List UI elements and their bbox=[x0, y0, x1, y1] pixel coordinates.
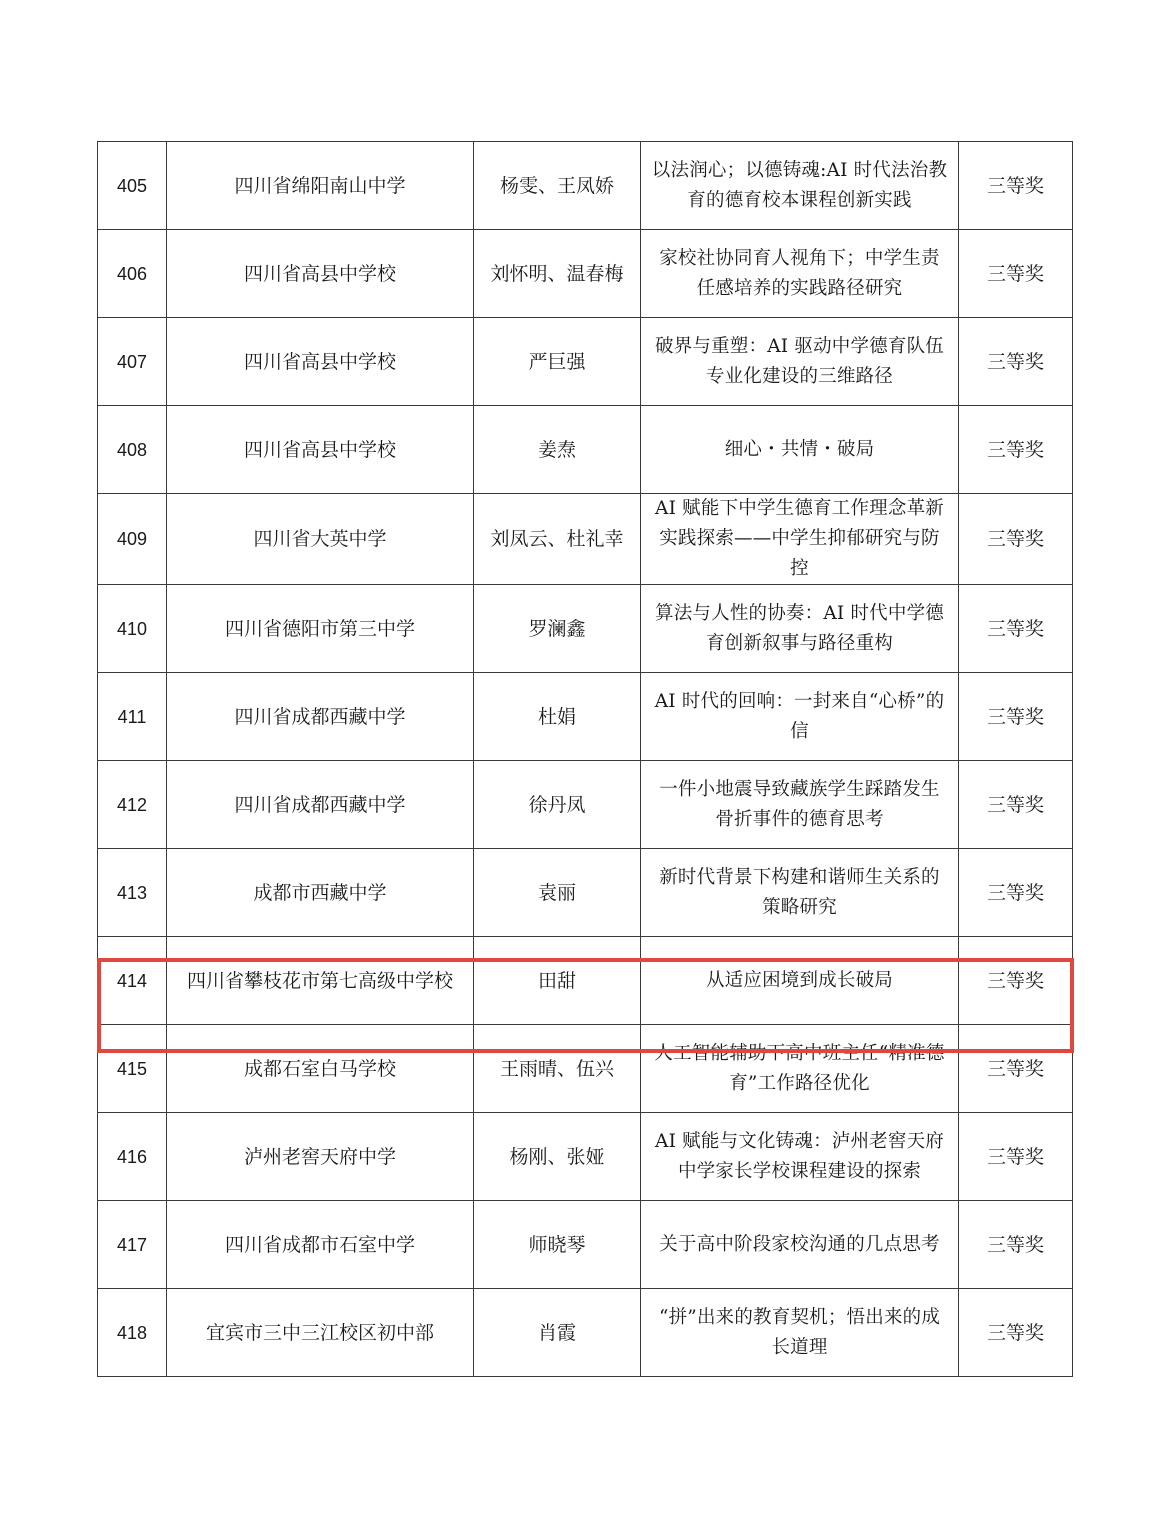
title-cell: 从适应困境到成长破局 bbox=[641, 937, 959, 1025]
title-cell: 细心・共情・破局 bbox=[641, 406, 959, 494]
school-cell: 四川省成都西藏中学 bbox=[167, 761, 474, 849]
authors-cell: 袁丽 bbox=[474, 849, 641, 937]
school-cell: 四川省攀枝花市第七高级中学校 bbox=[167, 937, 474, 1025]
row-number: 409 bbox=[98, 494, 167, 585]
authors-cell: 师晓琴 bbox=[474, 1201, 641, 1289]
authors-cell: 肖霞 bbox=[474, 1289, 641, 1377]
authors-cell: 徐丹凤 bbox=[474, 761, 641, 849]
award-cell: 三等奖 bbox=[959, 1201, 1073, 1289]
authors-cell: 杨刚、张娅 bbox=[474, 1113, 641, 1201]
row-number: 407 bbox=[98, 318, 167, 406]
authors-cell: 罗澜鑫 bbox=[474, 585, 641, 673]
table-row bbox=[98, 1201, 1073, 1289]
school-cell: 四川省成都市石室中学 bbox=[167, 1201, 474, 1289]
row-number: 415 bbox=[98, 1025, 167, 1113]
award-cell: 三等奖 bbox=[959, 318, 1073, 406]
title-cell: 人工智能辅助下高中班主任“精准德育”工作路径优化 bbox=[641, 1025, 959, 1113]
school-cell: 泸州老窖天府中学 bbox=[167, 1113, 474, 1201]
row-number: 410 bbox=[98, 585, 167, 673]
row-number: 417 bbox=[98, 1201, 167, 1289]
school-cell: 四川省成都西藏中学 bbox=[167, 673, 474, 761]
school-cell: 成都石室白马学校 bbox=[167, 1025, 474, 1113]
award-cell: 三等奖 bbox=[959, 406, 1073, 494]
row-number: 408 bbox=[98, 406, 167, 494]
school-cell: 成都市西藏中学 bbox=[167, 849, 474, 937]
authors-cell: 王雨晴、伍兴 bbox=[474, 1025, 641, 1113]
authors-cell: 刘怀明、温春梅 bbox=[474, 230, 641, 318]
row-number: 418 bbox=[98, 1289, 167, 1377]
school-cell: 四川省高县中学校 bbox=[167, 230, 474, 318]
table-row bbox=[98, 761, 1073, 849]
title-cell: 破界与重塑：AI 驱动中学德育队伍专业化建设的三维路径 bbox=[641, 318, 959, 406]
award-table bbox=[97, 141, 1073, 1377]
row-number: 416 bbox=[98, 1113, 167, 1201]
table-row bbox=[98, 494, 1073, 585]
title-cell: AI 时代的回响：一封来自“心桥”的信 bbox=[641, 673, 959, 761]
title-cell: AI 赋能下中学生德育工作理念革新实践探索——中学生抑郁研究与防控 bbox=[641, 494, 959, 585]
title-cell: 以法润心；以德铸魂:AI 时代法治教育的德育校本课程创新实践 bbox=[641, 142, 959, 230]
row-number: 412 bbox=[98, 761, 167, 849]
school-cell: 四川省高县中学校 bbox=[167, 406, 474, 494]
table-row bbox=[98, 142, 1073, 230]
table-row bbox=[98, 585, 1073, 673]
table-row bbox=[98, 318, 1073, 406]
table-row bbox=[98, 406, 1073, 494]
table-row bbox=[98, 1025, 1073, 1113]
school-cell: 宜宾市三中三江校区初中部 bbox=[167, 1289, 474, 1377]
row-number: 414 bbox=[98, 937, 167, 1025]
authors-cell: 刘凤云、杜礼幸 bbox=[474, 494, 641, 585]
award-cell: 三等奖 bbox=[959, 761, 1073, 849]
title-cell: 关于高中阶段家校沟通的几点思考 bbox=[641, 1201, 959, 1289]
award-cell: 三等奖 bbox=[959, 673, 1073, 761]
row-number: 411 bbox=[98, 673, 167, 761]
authors-cell: 严巨强 bbox=[474, 318, 641, 406]
school-cell: 四川省德阳市第三中学 bbox=[167, 585, 474, 673]
title-cell: 新时代背景下构建和谐师生关系的策略研究 bbox=[641, 849, 959, 937]
authors-cell: 杜娟 bbox=[474, 673, 641, 761]
school-cell: 四川省绵阳南山中学 bbox=[167, 142, 474, 230]
table-row bbox=[98, 1113, 1073, 1201]
title-cell: “拼”出来的教育契机；悟出来的成长道理 bbox=[641, 1289, 959, 1377]
table-row bbox=[98, 1289, 1073, 1377]
authors-cell: 姜焘 bbox=[474, 406, 641, 494]
award-cell: 三等奖 bbox=[959, 230, 1073, 318]
award-cell: 三等奖 bbox=[959, 1289, 1073, 1377]
title-cell: 一件小地震导致藏族学生踩踏发生骨折事件的德育思考 bbox=[641, 761, 959, 849]
title-cell: 算法与人性的协奏：AI 时代中学德育创新叙事与路径重构 bbox=[641, 585, 959, 673]
award-cell: 三等奖 bbox=[959, 1113, 1073, 1201]
table-row bbox=[98, 673, 1073, 761]
school-cell: 四川省高县中学校 bbox=[167, 318, 474, 406]
award-cell: 三等奖 bbox=[959, 585, 1073, 673]
row-number: 405 bbox=[98, 142, 167, 230]
award-cell: 三等奖 bbox=[959, 849, 1073, 937]
award-cell: 三等奖 bbox=[959, 1025, 1073, 1113]
school-cell: 四川省大英中学 bbox=[167, 494, 474, 585]
table-row-highlighted bbox=[98, 937, 1073, 1025]
row-number: 413 bbox=[98, 849, 167, 937]
row-number: 406 bbox=[98, 230, 167, 318]
award-cell: 三等奖 bbox=[959, 937, 1073, 1025]
table-row bbox=[98, 230, 1073, 318]
authors-cell: 杨雯、王凤娇 bbox=[474, 142, 641, 230]
authors-cell: 田甜 bbox=[474, 937, 641, 1025]
table-row bbox=[98, 849, 1073, 937]
title-cell: AI 赋能与文化铸魂：泸州老窖天府中学家长学校课程建设的探索 bbox=[641, 1113, 959, 1201]
award-cell: 三等奖 bbox=[959, 142, 1073, 230]
award-cell: 三等奖 bbox=[959, 494, 1073, 585]
title-cell: 家校社协同育人视角下；中学生责任感培养的实践路径研究 bbox=[641, 230, 959, 318]
